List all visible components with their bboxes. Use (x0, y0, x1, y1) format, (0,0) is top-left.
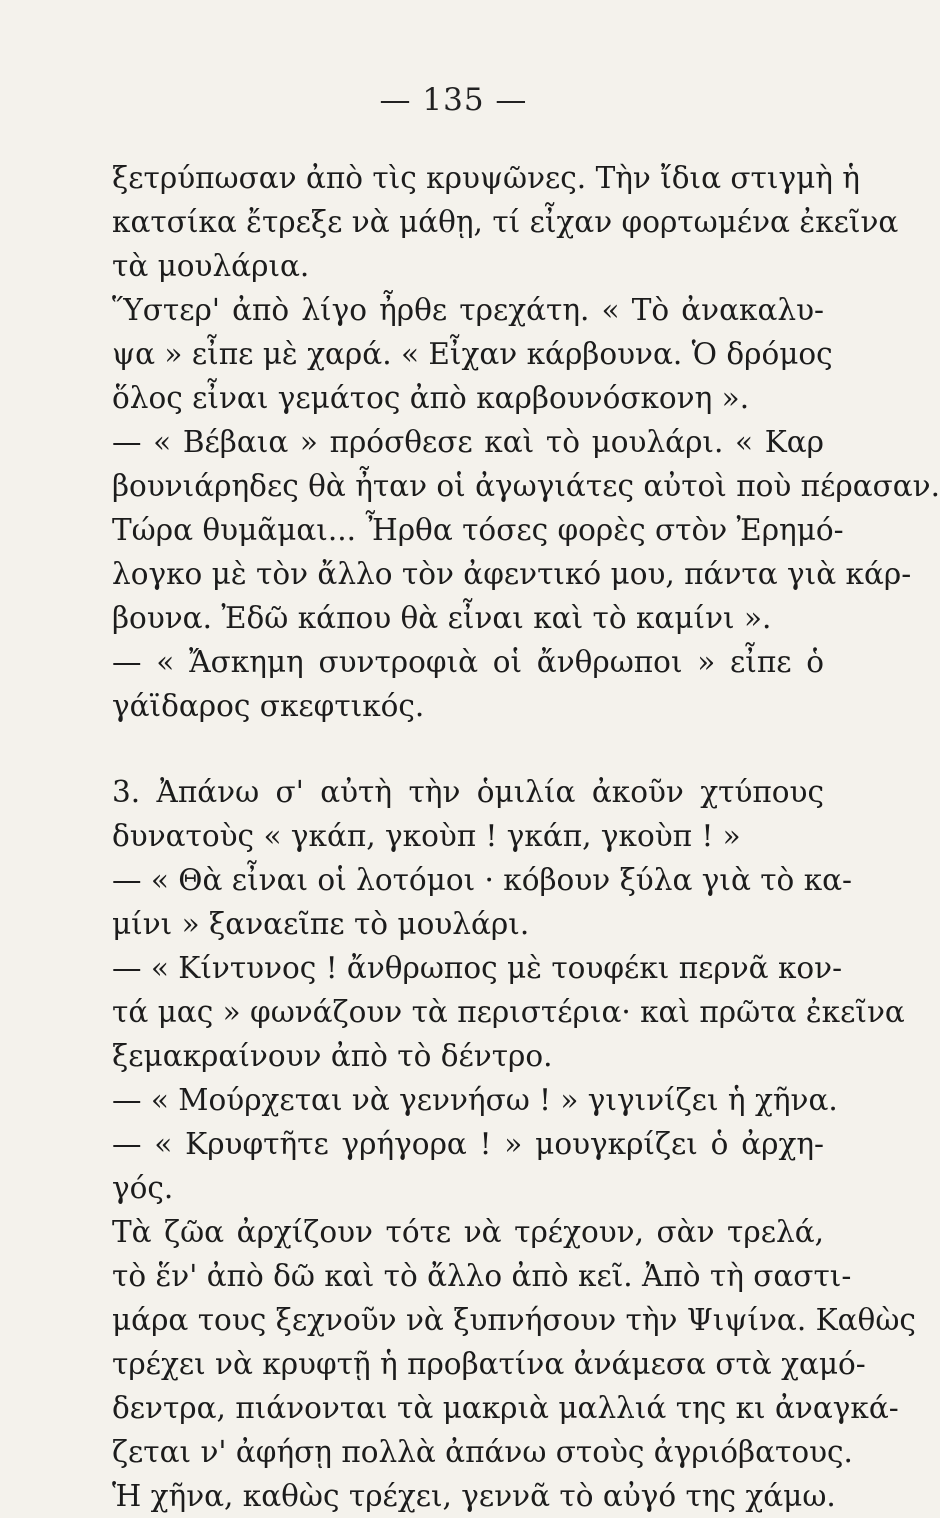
text-line: — « Κίντυνος ! ἄνθρωπος μὲ τουφέκι περνᾶ κον- (112, 951, 843, 985)
text-line: ψα » εἶπε μὲ χαρά. « Εἶχαν κάρβουνα. Ὁ δρόμος (112, 337, 833, 371)
text-line: — « Ἄσκημη συντροφιὰ οἱ ἄνθρωποι » εἶπε ὁ (112, 645, 824, 679)
text-line: βουνιάρηδες θὰ ἦταν οἱ ἀγωγιάτες αὐτοὶ ποὺ πέρασαν. (112, 469, 940, 503)
text-line: ὅλος εἶναι γεμάτος ἀπὸ καρβουνόσκονη ». (112, 381, 750, 415)
text-line: — « Μούρχεται νὰ γεννήσω ! » γιγινίζει ἡ χῆνα. (112, 1083, 838, 1117)
text-line: μάρα τους ξεχνοῦν νὰ ξυπνήσουν τὴν Ψιψίνα. Καθὼς (112, 1303, 916, 1337)
text-line: Τὰ ζῶα ἀρχίζουν τότε νὰ τρέχουν, σὰν τρελά, (112, 1215, 824, 1249)
text-line: ξεμακραίνουν ἀπὸ τὸ δέντρο. (112, 1039, 553, 1073)
body-text (112, 156, 940, 1518)
text-line: μίνι » ξαναεῖπε τὸ μουλάρι. (112, 907, 530, 941)
text-line: δεντρα, πιάνονται τὰ μακριὰ μαλλιά της κι ἀναγκά- (112, 1391, 899, 1425)
text-line: τά μας » φωνάζουν τὰ περιστέρια· καὶ πρῶτα ἐκεῖνα (112, 995, 905, 1029)
text-line: τὸ ἕν' ἀπὸ δῶ καὶ τὸ ἄλλο ἀπὸ κεῖ. Ἀπὸ τὴ σαστι- (112, 1259, 852, 1293)
text-line: Ὕστερ' ἀπὸ λίγο ἦρθε τρεχάτη. « Τὸ ἀνακαλυ- (112, 293, 824, 327)
text-line: — « Κρυφτῆτε γρήγορα ! » μουγκρίζει ὁ ἀρχη- (112, 1127, 824, 1161)
text-line: δυνατοὺς « γκάπ, γκοὺπ ! γκάπ, γκοὺπ ! » (112, 819, 741, 853)
text-line: γάϊδαρος σκεφτικός. (112, 689, 425, 723)
text-line: γός. (112, 1171, 174, 1205)
text-line: ξετρύπωσαν ἀπὸ τὶς κρυψῶνες. Τὴν ἴδια στιγμὴ ἡ (112, 161, 860, 195)
text-line: τρέχει νὰ κρυφτῇ ἡ προβατίνα ἀνάμεσα στὰ χαμό- (112, 1347, 866, 1381)
text-line: — « Βέβαια » πρόσθεσε καὶ τὸ μουλάρι. « Καρ (112, 425, 824, 459)
text-line: Ἡ χῆνα, καθὼς τρέχει, γεννᾶ τὸ αὐγό της χάμω. (112, 1479, 836, 1513)
text-line: — « Θὰ εἶναι οἱ λοτόμοι · κόβουν ξύλα γιὰ τὸ κα- (112, 863, 853, 897)
page-number: — 135 — (379, 82, 528, 118)
text-line: λογκο μὲ τὸν ἄλλο τὸν ἀφεντικό μου, πάντα γιὰ κάρ- (112, 557, 912, 591)
text-line: κατσίκα ἔτρεξε νὰ μάθῃ, τί εἶχαν φορτωμένα ἐκεῖνα (112, 205, 899, 239)
text-line: ζεται ν' ἀφήσῃ πολλὰ ἀπάνω στοὺς ἀγριόβατους. (112, 1435, 853, 1469)
text-line: 3. Ἀπάνω σ' αὐτὴ τὴν ὁμιλία ἀκοῦν χτύπους (112, 775, 824, 809)
text-line: τὰ μουλάρια. (112, 249, 310, 283)
section-gap (112, 728, 824, 770)
text-line: βουνα. Ἐδῶ κάπου θὰ εἶναι καὶ τὸ καμίνι ». (112, 601, 772, 635)
text-line: Τώρα θυμᾶμαι... Ἦρθα τόσες φορὲς στὸν Ἐρημό- (112, 513, 844, 547)
